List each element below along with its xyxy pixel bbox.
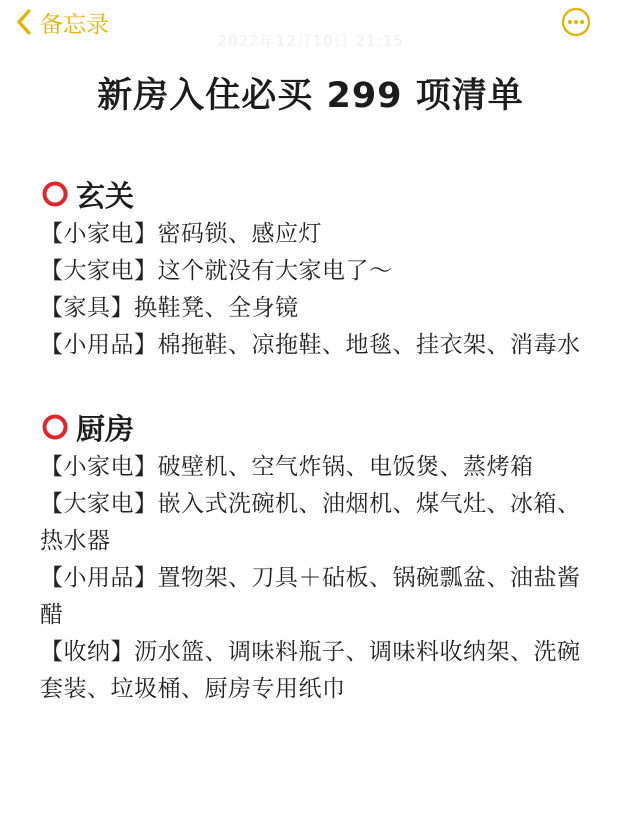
list-item: 【小家电】密码锁、感应灯 — [40, 221, 322, 247]
section-entryway — [40, 172, 588, 364]
note-timestamp: 2022年12月10日 21:15 — [217, 32, 404, 50]
red-circle-icon — [42, 181, 68, 207]
list-item: 【小用品】棉拖鞋、凉拖鞋、地毯、挂衣架、消毒水 — [40, 332, 581, 358]
list-item: 【收纳】沥水篮、调味料瓶子、调味料收纳架、洗碗套装、垃圾桶、厨房专用纸巾 — [40, 639, 581, 702]
note-title[interactable]: 新房入住必买 299 项清单 — [97, 76, 524, 116]
section-heading-text: 玄关 — [76, 178, 135, 213]
section-kitchen — [40, 405, 588, 708]
section-heading-text: 厨房 — [76, 411, 135, 446]
section-heading — [40, 405, 588, 449]
list-item: 【小用品】置物架、刀具＋砧板、锅碗瓢盆、油盐酱醋 — [40, 565, 581, 628]
back-label: 备忘录 — [40, 11, 109, 38]
section-heading — [40, 172, 588, 216]
red-circle-icon — [42, 414, 68, 440]
list-item: 【家具】换鞋凳、全身镜 — [40, 295, 299, 321]
list-item: 【小家电】破壁机、空气炸锅、电饭煲、蒸烤箱 — [40, 454, 534, 480]
note-body[interactable] — [40, 172, 588, 749]
list-item: 【大家电】嵌入式洗碗机、油烟机、煤气灶、冰箱、热水器 — [40, 491, 581, 554]
list-item: 【大家电】这个就没有大家电了～ — [40, 258, 393, 284]
